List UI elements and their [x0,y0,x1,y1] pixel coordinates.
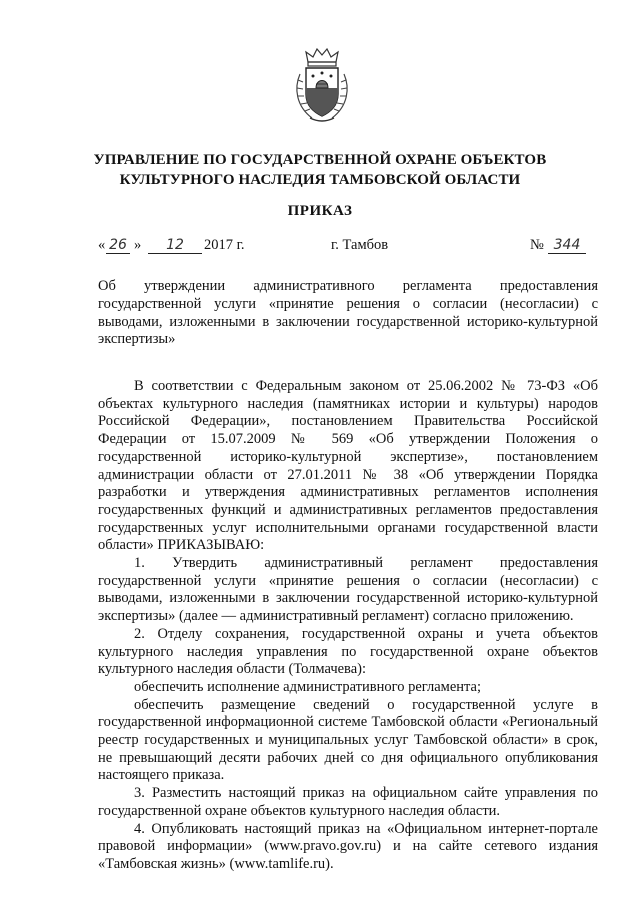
body-paragraph-item-3: 3. Разместить настоящий приказ на официальном сайте управления по государственной охране объектов культурного наследия области. [98,785,598,819]
document-meta-line [98,237,596,257]
date-day-field [106,237,130,254]
number-label: № [530,237,544,253]
body-paragraph-item-2: 2. Отделу сохранения, государственной охраны и учета объектов культурного наследия управления по государственной охране объектов культурного наследия области (Толмачева): [98,625,598,678]
body-paragraph-item-1: 1. Утвердить административный регламент предоставления государственной услуги «принятие решения о согласии (несогласии) с выводами, изложенными в заключении государственной историко-культурной экспертизы» (далее — административный регламент) согласно приложению. [98,555,598,625]
date-quote-open: « [98,237,106,253]
organization-name [0,150,640,190]
body-paragraph-preamble: В соответствии с Федеральным законом от 25.06.2002 № 73-ФЗ «Об объектах культурного наследия (памятниках истории и культуры) народов Российской Федерации», постановлением Правительства Российской Федерации от 15.07.2009 № 569 «Об утверждении Положения о государственной историко-культурной экспертизе», постановлением администрации области от 27.01.2011 № 38 «Об утверждении Порядка разработки и утверждения административных регламентов исполнения государственных функций и административных регламентов предоставления государственных услуг исполнительными органами государственной власти области» ПРИКАЗЫВАЮ: [98,378,598,554]
date-day-value: 26 [109,237,127,253]
organization-name-line2: КУЛЬТУРНОГО НАСЛЕДИЯ ТАМБОВСКОЙ ОБЛАСТИ [119,172,521,188]
body-paragraph-item-4: 4. Опубликовать настоящий приказ на «Официальном интернет-портале правовой информации» (www.pravo.gov.ru) и на сайте сетевого издания «Тамбовская жизнь» (www.tamlife.ru). [98,820,598,872]
coat-of-arms-emblem [292,48,352,124]
date-month-field [148,237,202,254]
document-number-field [548,237,586,254]
document-subject: Об утверждении административного регламента предоставления государственной услуги «принятие решения о согласии (несогласии) с выводами, изложенными в заключении государственной историко-культурной экспертизы» [98,278,598,348]
document-number-value: 344 [553,237,581,253]
organization-name-line1: УПРАВЛЕНИЕ ПО ГОСУДАРСТВЕННОЙ ОХРАНЕ ОБЪЕКТОВ [93,152,547,168]
city-name: г. Тамбов [331,237,389,253]
document-body [98,378,598,874]
date-year: 2017 г. [204,237,245,253]
body-paragraph-item-2-b: обеспечить размещение сведений о государственной услуге в государственной информационной системе Тамбовской области «Региональный реестр государственных и муниципальных услуг Тамбовской области» в срок, не превышающий десяти рабочих дней со дня официального опубликования настоящего приказа. [98,696,598,784]
document-type-title: ПРИКАЗ [287,203,353,219]
body-paragraph-item-2-a: обеспечить исполнение административного регламента; [134,678,482,695]
date-quote-close: » [134,237,142,253]
date-month-value: 12 [166,237,184,253]
